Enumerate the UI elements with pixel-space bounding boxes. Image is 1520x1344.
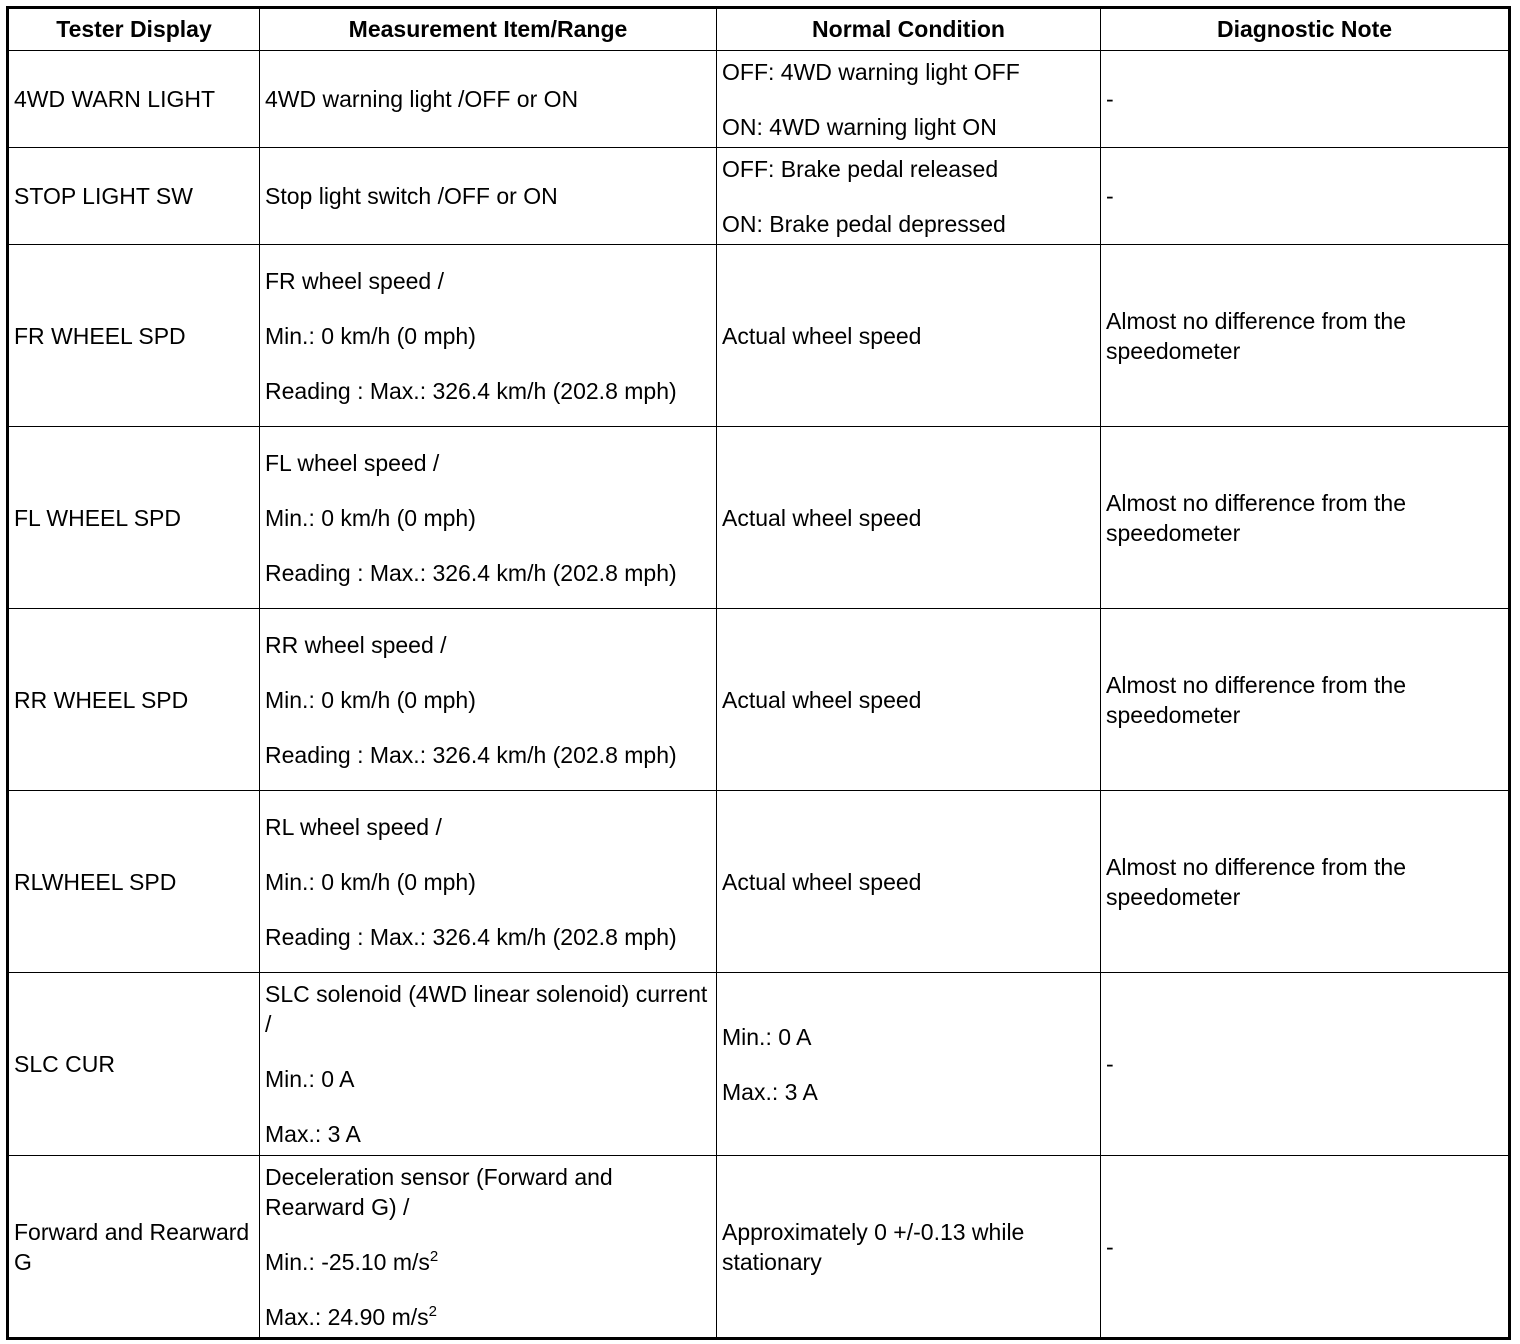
tester-display-cell: RR WHEEL SPD [8, 609, 260, 791]
diagnostic-note-cell: Almost no difference from the speedometer [1101, 245, 1510, 427]
normal-condition-cell [717, 973, 1101, 1156]
measurement-line: Max.: 3 A [265, 1121, 361, 1147]
measurement-line: SLC solenoid (4WD linear solenoid) current / [265, 981, 708, 1037]
measurement-line: Min.: 0 km/h (0 mph) [265, 686, 476, 713]
condition-line: ON: Brake pedal depressed [722, 210, 1006, 237]
measurement-line: Reading : Max.: 326.4 km/h (202.8 mph) [265, 741, 677, 768]
measurement-line: RR wheel speed / [265, 631, 447, 658]
measurement-cell [260, 973, 717, 1156]
measurement-line: Stop light switch /OFF or ON [265, 183, 558, 209]
measurement-line: Reading : Max.: 326.4 km/h (202.8 mph) [265, 559, 677, 586]
tester-display-cell: RLWHEEL SPD [8, 791, 260, 973]
condition-line: Actual wheel speed [722, 868, 922, 895]
header-normal-condition: Normal Condition [717, 8, 1101, 51]
condition-line: Approximately 0 +/-0.13 while stationary [722, 1218, 1025, 1275]
normal-condition-cell [717, 427, 1101, 609]
header-tester-display: Tester Display [8, 8, 260, 51]
diagnostic-note-cell: Almost no difference from the speedometer [1101, 427, 1510, 609]
header-diagnostic-note: Diagnostic Note [1101, 8, 1510, 51]
measurement-cell [260, 51, 717, 148]
normal-condition-cell [717, 245, 1101, 427]
tester-display-cell: 4WD WARN LIGHT [8, 51, 260, 148]
diagnostic-note-cell: - [1101, 1156, 1510, 1339]
measurement-text: Min.: -25.10 m/s [265, 1248, 430, 1275]
measurement-cell [260, 427, 717, 609]
measurement-line: Min.: 0 km/h (0 mph) [265, 322, 476, 349]
tester-display-cell: SLC CUR [8, 973, 260, 1156]
condition-line: Actual wheel speed [722, 504, 922, 531]
measurement-cell [260, 148, 717, 245]
condition-line: Min.: 0 A [722, 1023, 812, 1050]
table-row [8, 1156, 1510, 1339]
diagnostic-note-cell: - [1101, 51, 1510, 148]
table-row [8, 427, 1510, 609]
tester-display-cell: Forward and Rearward G [8, 1156, 260, 1339]
condition-line: Max.: 3 A [722, 1078, 818, 1105]
table-row [8, 609, 1510, 791]
condition-line: ON: 4WD warning light ON [722, 113, 997, 140]
diagnostic-note-cell: Almost no difference from the speedometer [1101, 791, 1510, 973]
tester-display-cell: FR WHEEL SPD [8, 245, 260, 427]
tester-display-cell: STOP LIGHT SW [8, 148, 260, 245]
measurement-cell [260, 245, 717, 427]
measurement-line: Min.: 0 km/h (0 mph) [265, 868, 476, 895]
superscript-exponent: 2 [428, 1302, 437, 1320]
table-row [8, 973, 1510, 1156]
measurement-line: Reading : Max.: 326.4 km/h (202.8 mph) [265, 923, 677, 950]
measurement-line [265, 1247, 711, 1277]
measurement-line [265, 1302, 711, 1332]
measurement-line: FR wheel speed / [265, 267, 444, 294]
condition-line: OFF: 4WD warning light OFF [722, 58, 1020, 85]
measurement-cell [260, 791, 717, 973]
tester-data-table [6, 6, 1511, 1340]
diagnostic-note-cell: - [1101, 973, 1510, 1156]
measurement-line: Reading : Max.: 326.4 km/h (202.8 mph) [265, 377, 677, 404]
measurement-line: Min.: 0 A [265, 1066, 355, 1092]
normal-condition-cell [717, 51, 1101, 148]
table-row [8, 51, 1510, 148]
measurement-cell [260, 609, 717, 791]
diagnostic-note-cell: - [1101, 148, 1510, 245]
condition-line: Actual wheel speed [722, 322, 922, 349]
condition-line: Actual wheel speed [722, 686, 922, 713]
normal-condition-cell [717, 1156, 1101, 1339]
measurement-line: Min.: 0 km/h (0 mph) [265, 504, 476, 531]
measurement-line: RL wheel speed / [265, 813, 442, 840]
table-row [8, 791, 1510, 973]
measurement-line: 4WD warning light /OFF or ON [265, 86, 579, 112]
diagnostic-note-cell: Almost no difference from the speedometer [1101, 609, 1510, 791]
superscript-exponent: 2 [429, 1247, 439, 1265]
normal-condition-cell [717, 148, 1101, 245]
measurement-line: Deceleration sensor (Forward and Rearward G) / [265, 1163, 613, 1220]
table-header-row [8, 8, 1510, 51]
measurement-line: FL wheel speed / [265, 449, 440, 476]
condition-line: OFF: Brake pedal released [722, 155, 999, 182]
header-measurement-item: Measurement Item/Range [260, 8, 717, 51]
measurement-text: Max.: 24.90 m/s [265, 1303, 429, 1330]
table-row [8, 245, 1510, 427]
measurement-cell [260, 1156, 717, 1339]
tester-display-cell: FL WHEEL SPD [8, 427, 260, 609]
normal-condition-cell [717, 609, 1101, 791]
normal-condition-cell [717, 791, 1101, 973]
table-row [8, 148, 1510, 245]
